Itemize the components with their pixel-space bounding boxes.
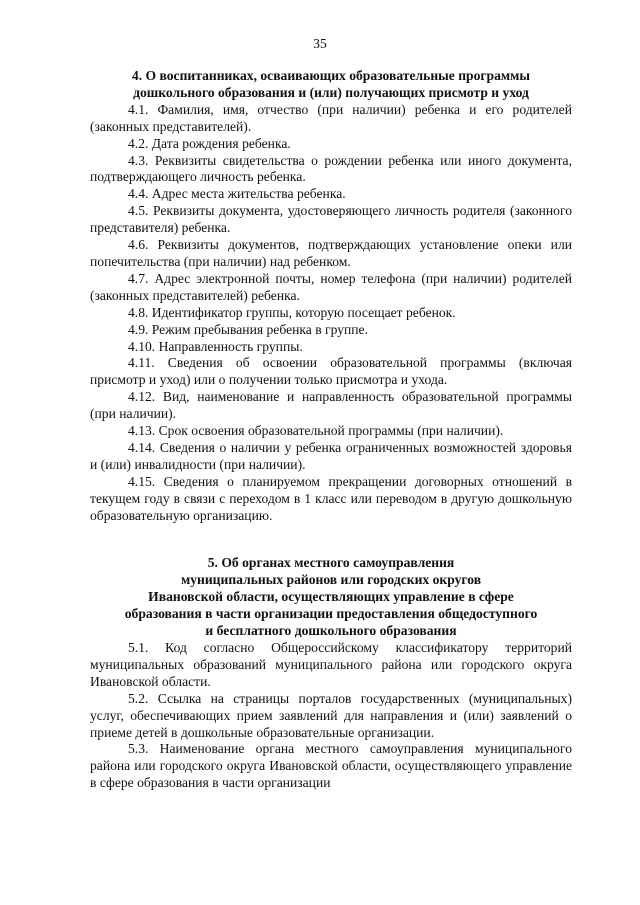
heading-line: Ивановской области, осуществляющих управление в сфере xyxy=(148,589,514,605)
paragraph-4-13: 4.13. Срок освоения образовательной программы (при наличии). xyxy=(128,423,504,439)
heading-line: 5. Об органах местного самоуправления xyxy=(207,555,455,571)
paragraph-5-1: 5.1. Код согласно Общероссийскому классификатору территорий муниципальных образований муниципального района или городского округа Ивановской области. xyxy=(90,640,572,689)
paragraph-4-4: 4.4. Адрес места жительства ребенка. xyxy=(128,186,346,202)
heading-line: дошкольного образования и (или) получающих присмотр и уход xyxy=(133,84,529,100)
document-body xyxy=(90,68,572,792)
paragraph-4-12: 4.12. Вид, наименование и направленность образовательной программы (при наличии). xyxy=(90,389,572,422)
section-5-heading xyxy=(90,555,572,640)
paragraph-5-2: 5.2. Ссылка на страницы порталов государственных (муниципальных) услуг, обеспечивающих прием заявлений для направления и (или) заявлений о приеме детей в дошкольные образовательные организации. xyxy=(90,690,572,740)
paragraph-4-3: 4.3. Реквизиты свидетельства о рождении ребенка или иного документа, подтверждающего личность ребенка. xyxy=(90,152,572,185)
paragraph-4-1: 4.1. Фамилия, имя, отчество (при наличии) ребенка и его родителей (законных представителей). xyxy=(90,101,572,134)
paragraph-5-3: 5.3. Наименование органа местного самоуправления муниципального района или городского округа Ивановской области, осуществляющего управление в сфере образования в части организации xyxy=(90,741,572,791)
heading-line: образования в части организации предоставления общедоступного xyxy=(124,606,538,622)
section-4-heading xyxy=(90,68,572,102)
paragraph-4-8: 4.8. Идентификатор группы, которую посещает ребенок. xyxy=(128,304,456,320)
paragraph-4-2: 4.2. Дата рождения ребенка. xyxy=(128,135,291,151)
heading-line: и бесплатного дошкольного образования xyxy=(205,623,457,639)
heading-line: муниципальных районов или городских округов xyxy=(180,572,482,588)
paragraph-4-10: 4.10. Направленность группы. xyxy=(128,338,303,354)
paragraph-4-7: 4.7. Адрес электронной почты, номер телефона (при наличии) родителей (законных представителей) ребенка. xyxy=(90,270,572,303)
page-number: 35 xyxy=(313,36,327,51)
paragraph-4-15: 4.15. Сведения о планируемом прекращении договорных отношений в текущем году в связи с переходом в 1 класс или переводом в другую дошкольную образовательную организацию. xyxy=(90,473,572,523)
paragraph-4-6: 4.6. Реквизиты документов, подтверждающих установление опеки или попечительства (при наличии) над ребенком. xyxy=(90,237,572,269)
paragraph-4-11: 4.11. Сведения об освоении образовательной программы (включая присмотр и уход) или о получении только присмотра и ухода. xyxy=(90,355,572,388)
paragraph-4-14: 4.14. Сведения о наличии у ребенка ограниченных возможностей здоровья и (или) инвалидности (при наличии). xyxy=(90,439,572,472)
paragraph-4-9: 4.9. Режим пребывания ребенка в группе. xyxy=(128,321,368,337)
paragraph-4-5: 4.5. Реквизиты документа, удостоверяющего личность родителя (законного представителя) ребенка. xyxy=(90,203,572,236)
heading-line: 4. О воспитанниках, осваивающих образовательные программы xyxy=(131,68,531,83)
